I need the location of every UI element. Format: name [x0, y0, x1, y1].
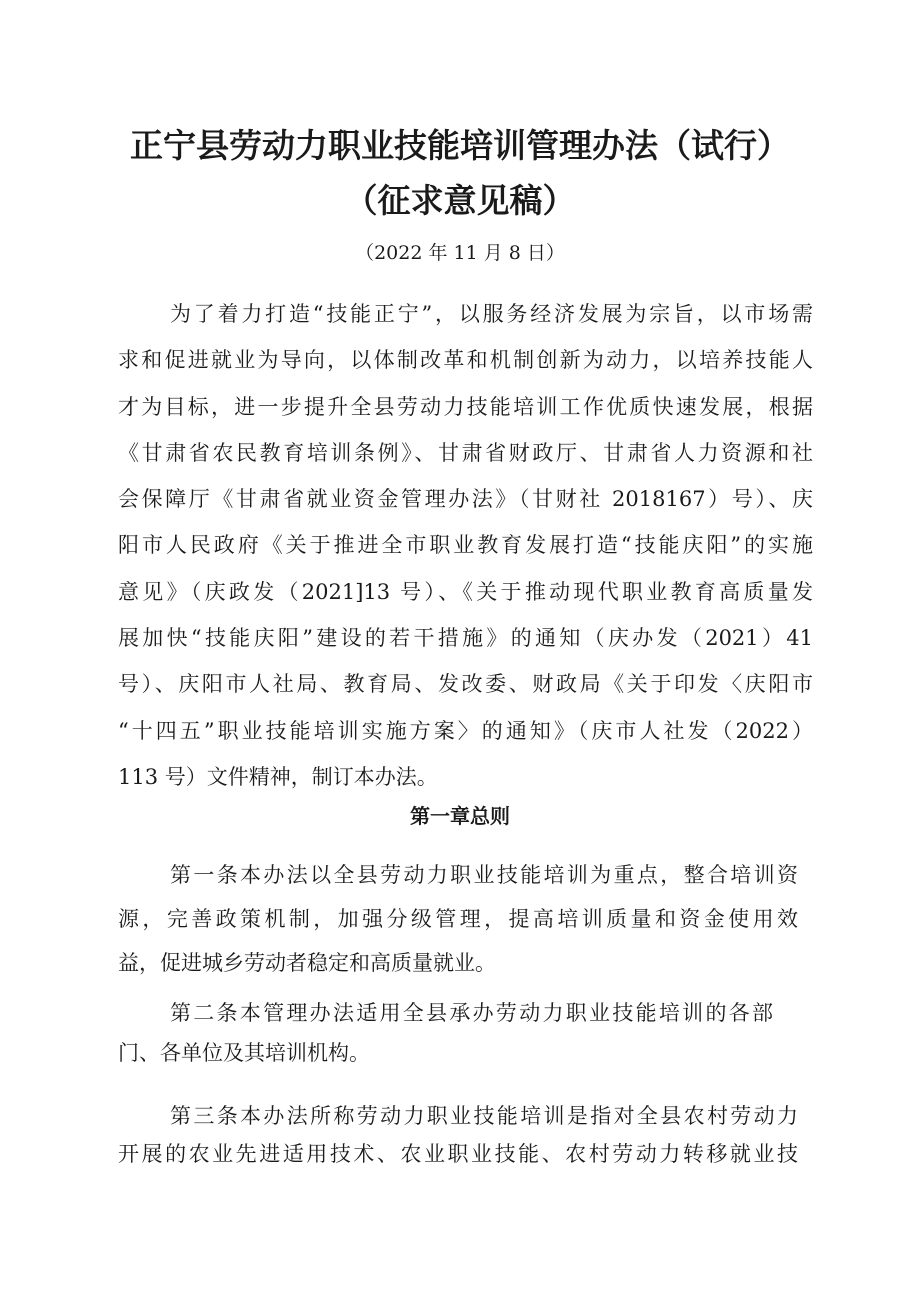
preamble-line: “十四五”职业技能培训实施方案〉的通知》（庆市人社发（2022） [118, 718, 813, 743]
preamble-line: 《甘肃省农民教育培训条例》、甘肃省财政厅、甘肃省人力资源和社 [118, 440, 813, 465]
preamble-line: 113 号）文件精神，制订本办法。 [118, 764, 438, 789]
preamble-line: 展加快“技能庆阳”建设的若干措施》的通知（庆办发（2021）41 [118, 626, 813, 651]
article-2-paragraph [118, 993, 773, 1073]
preamble-line: 求和促进就业为导向，以体制改革和机制创新为动力，以培养技能人 [118, 348, 813, 373]
preamble-line: 会保障厅《甘肃省就业资金管理办法》（甘财社 2018167）号）、庆 [118, 487, 813, 512]
article-line: 第二条本管理办法适用全县承办劳动力职业技能培训的各部 [170, 1001, 773, 1025]
preamble-paragraph [118, 291, 813, 800]
preamble-line: 意见》（庆政发（2021]13 号）、《关于推动现代职业教育高质量发 [118, 579, 813, 604]
article-line: 门、各单位及其培训机构。 [118, 1041, 370, 1065]
article-3-paragraph [118, 1097, 798, 1173]
article-line: 第三条本办法所称劳动力职业技能培训是指对全县农村劳动力 [170, 1104, 798, 1128]
preamble-line: 阳市人民政府《关于推进全市职业教育发展打造“技能庆阳”的实施 [118, 533, 813, 558]
document-title: 正宁县劳动力职业技能培训管理办法（试行） [130, 126, 790, 165]
article-line: 源，完善政策机制，加强分级管理，提高培训质量和资金使用效 [118, 907, 798, 931]
article-line: 第一条本办法以全县劳动力职业技能培训为重点，整合培训资 [170, 863, 798, 887]
preamble-line: 才为目标，进一步提升全县劳动力技能培训工作优质快速发展，根据 [118, 394, 813, 419]
preamble-line: 号）、庆阳市人社局、教育局、发改委、财政局《关于印发〈庆阳市 [118, 672, 813, 697]
document-subtitle: （征求意见稿） [344, 181, 576, 220]
article-line: 益，促进城乡劳动者稳定和高质量就业。 [118, 951, 496, 975]
preamble-line: 为了着力打造“技能正宁”，以服务经济发展为宗旨，以市场需 [170, 302, 813, 326]
chapter-heading: 第一章总则 [410, 804, 510, 828]
article-line: 开展的农业先进适用技术、农业职业技能、农村劳动力转移就业技 [118, 1142, 798, 1166]
document-date: （2022 年 11 月 8 日） [355, 242, 565, 264]
article-1-paragraph [118, 853, 798, 985]
